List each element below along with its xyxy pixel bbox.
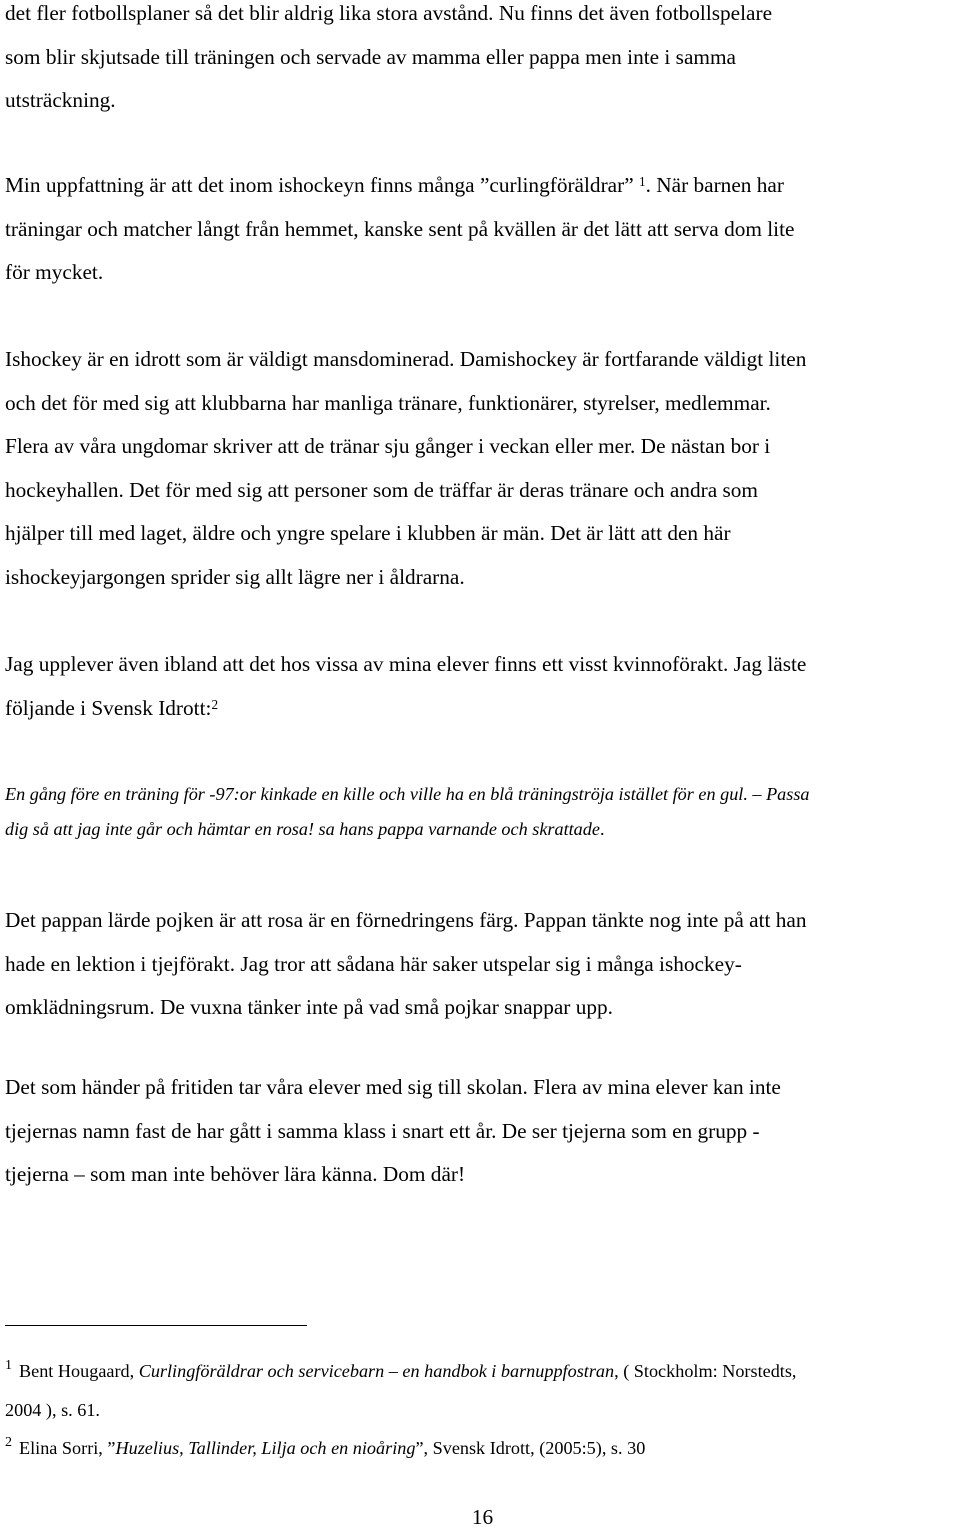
footnote-segment: Elina Sorri, ” <box>19 1438 116 1458</box>
text-line: Jag upplever även ibland att det hos vissa av mina elever finns ett visst kvinnoförakt. Jag läste <box>5 652 807 676</box>
footnote-2 <box>5 1430 960 1469</box>
footnote-number: 2 <box>5 1435 12 1450</box>
paragraph-4 <box>5 643 960 730</box>
text-segment: Min uppfattning är att det inom ishockeyn finns många ”curlingföräldrar” <box>5 173 634 197</box>
text-segment: . När barnen har <box>645 173 784 197</box>
text-line: utsträckning. <box>5 88 116 113</box>
text-line: och det för med sig att klubbarna har manliga tränare, funktionärer, styrelser, medlemmar. <box>5 390 771 415</box>
paragraph-1 <box>5 0 960 123</box>
block-quote <box>5 777 960 847</box>
quote-line <box>5 812 960 847</box>
footnote-segment: , ( Stockholm: Norstedts, <box>614 1361 797 1381</box>
text-line: hockeyhallen. Det för med sig att personer som de träffar är deras tränare och andra som <box>5 477 758 502</box>
footnote-title: Huzelius, Tallinder, Lilja och en nioåring <box>115 1438 416 1458</box>
footnote-segment: Bent Hougaard, <box>19 1361 139 1381</box>
text-line: Ishockey är en idrott som är väldigt mansdominerad. Damishockey är fortfarande väldigt liten <box>5 347 807 371</box>
footnote-1 <box>5 1353 960 1429</box>
footnote-title: Curlingföräldrar och servicebarn – en handbok i barnuppfostran <box>138 1361 615 1381</box>
text-line: omklädningsrum. De vuxna tänker inte på vad små pojkar snappar upp. <box>5 995 613 1020</box>
footnote-separator <box>5 1325 307 1326</box>
page-number: 16 <box>471 1505 494 1529</box>
paragraph-3 <box>5 338 960 600</box>
text-line: hade en lektion i tjejförakt. Jag tror att sådana här saker utspelar sig i många ishockey- <box>5 951 742 976</box>
text-line: det fler fotbollsplaner så det blir aldrig lika stora avstånd. Nu finns det även fotbollspelare <box>5 1 773 25</box>
text-line <box>5 164 960 208</box>
footnote-line: 2004 ), s. 61. <box>5 1400 100 1420</box>
text-line: tjejernas namn fast de har gått i samma klass i snart ett år. De ser tjejerna som en grupp - <box>5 1118 760 1143</box>
text-line: hjälper till med laget, äldre och yngre spelare i klubben är män. Det är lätt att den här <box>5 521 731 546</box>
text-line: Det som händer på fritiden tar våra elever med sig till skolan. Flera av mina elever kan inte <box>5 1075 781 1099</box>
paragraph-5 <box>5 899 960 1030</box>
paragraph-6 <box>5 1066 960 1197</box>
text-line: Det pappan lärde pojken är att rosa är en förnedringens färg. Pappan tänkte nog inte på att han <box>5 908 807 932</box>
text-line: ishockeyjargongen sprider sig allt lägre ner i åldrarna. <box>5 564 465 589</box>
text-line: för mycket. <box>5 260 104 285</box>
text-line: träningar och matcher långt från hemmet, kanske sent på kvällen är det lätt att serva dom lite <box>5 216 795 241</box>
footnote-ref-1: 1 <box>639 174 646 190</box>
footnote-line <box>5 1353 960 1392</box>
text-line: som blir skjutsade till träningen och servade av mamma eller pappa men inte i samma <box>5 44 736 69</box>
text-segment: följande i Svensk Idrott: <box>5 695 212 720</box>
footnote-number: 1 <box>5 1358 12 1373</box>
footnote-line <box>5 1430 960 1469</box>
text-line <box>5 687 960 731</box>
quote-line: En gång före en träning för -97:or kinkade en kille och ville ha en blå träningströja istället för en gul. – Passa <box>5 784 810 804</box>
quote-period: . <box>599 819 605 839</box>
text-line: Flera av våra ungdomar skriver att de tränar sju gånger i veckan eller mer. De nästan bor i <box>5 434 771 459</box>
quote-segment: dig så att jag inte går och hämtar en rosa! sa hans pappa varnande och skrattade <box>5 819 600 839</box>
text-line: tjejerna – som man inte behöver lära känna. Dom där! <box>5 1162 466 1187</box>
footnote-segment: ”, Svensk Idrott, (2005:5), s. 30 <box>415 1438 646 1458</box>
footnote-ref-2: 2 <box>211 696 219 712</box>
paragraph-2 <box>5 164 960 295</box>
